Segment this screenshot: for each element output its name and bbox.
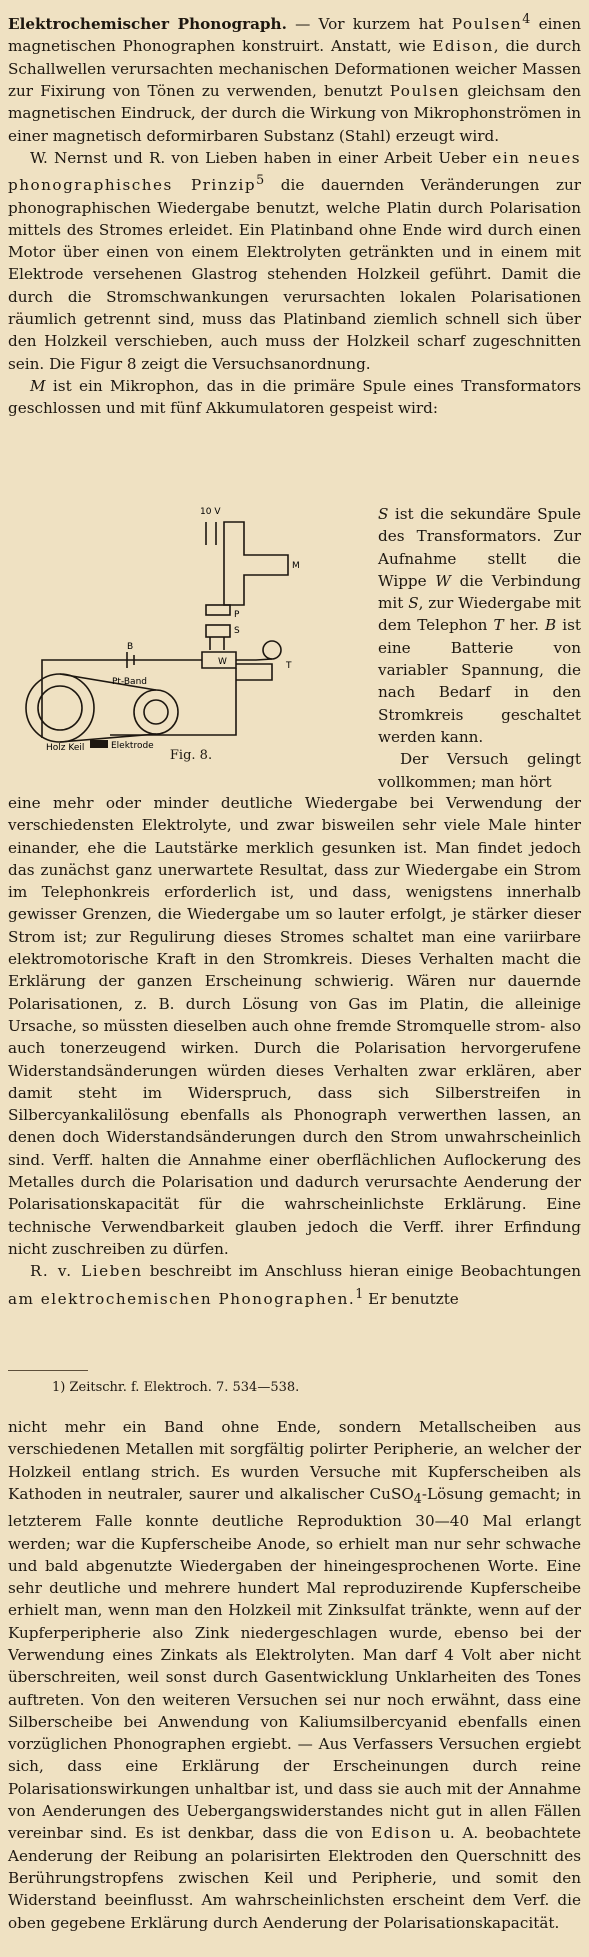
continuation-paragraph: nicht mehr ein Band ohne Ende, sondern Metallscheiben aus verschiedenen Metallen mit sorgfältig polirter Peripherie, an welcher der Holzkeil entlang strich. Es wurden Versuche mit Kupferscheiben als Kathoden in neutraler, saurer und alkalischer CuSO$_4$-Lösung gemacht; in letzterem Falle konnte deutliche Reproduktion 30—40 Mal erlangt werden; war die Kupferscheibe Anode, so erhielt man nur sehr schwache und bald abgenutzte Wiedergaben der hineingesprochenen Worte. Eine sehr deutliche und mehrere hundert Mal reproduzirende Kupferscheibe erhielt man, wenn man den Holzkeil mit Zinksulfat tränkte, wenn auf der Kupferperipherie also Zink niedergeschlagen wurde, ebenso bei der Verwendung eines Zinkats als Elektrolyten. Man darf 4 Volt aber nicht überschreiten, weil sonst durch Gasentwicklung Unklarheiten des Tones auftreten. Von den weiteren Versuchen sei nur noch erwähnt, dass eine Silberscheibe bei Anwendung von Kaliumsilbercyanid ebenfalls einen vorzüglichen Phonographen ergiebt. — Aus Verfassers Versuchen ergiebt sich, dass eine Erklärung der Erscheinungen durch reine Polarisationswirkungen unhaltbar ist, und dass sie auch mit der Annahme von Aenderungen des Uebergangswiderstandes nicht gut in allen Fällen vereinbar sind. Es ist denkbar, dass die von Edison u. A. beobachtete Aenderung der Reibung an polarisirten Elektroden den Querschnitt des Berührungstropfens zwischen Keil und Peripherie, und somit den Widerstand beeinflusst. Am wahrscheinlichsten erscheint dem Verf. die oben gegebene Erklärung durch Aenderung der Polarisationskapacität. <box>8 1418 581 1932</box>
post-figure-block <box>8 792 581 1310</box>
label-voltage: 10 V <box>200 507 221 517</box>
footnote: 1) Zeitschr. f. Elektroch. 7. 534—538. <box>52 1380 300 1395</box>
label-t: T <box>286 661 292 671</box>
top-text-block <box>8 8 581 419</box>
label-holzkeil: Holz Keil <box>46 743 85 750</box>
label-band: Pt-Band <box>112 677 147 687</box>
label-m: M <box>292 561 300 571</box>
label-s: S <box>234 626 240 636</box>
figure-caption: Fig. 8. <box>169 748 213 763</box>
label-p: P <box>234 610 240 620</box>
label-w: W <box>218 657 227 667</box>
figure-8 <box>10 500 372 770</box>
continuation-block <box>8 1416 581 1934</box>
lieben-paragraph: R. v. Lieben beschreibt im Anschluss hieran einige Beobachtungen am elektrochemischen Phonographen.$^1$ Er benutzte <box>8 1262 582 1308</box>
label-b: B <box>127 642 134 652</box>
section-title: Elektrochemischer Phonograph. <box>8 15 287 34</box>
nernst-paragraph: W. Nernst und R. von Lieben haben in einer Arbeit Ueber ein neues phonographisches Prinzip$^5$ die dauernden Veränderungen zur phonographischen Wiedergabe benutzt, welche Platin durch Polarisation mittels des Stromes erleidet. Ein Platinband ohne Ende wird durch einen Motor über einen von einem Elektrolyten getränkten und in einem mit Elektrode versehenen Glastrog stehenden Holzkeil geführt. Damit die durch die Stromschwankungen verursachten lokalen Polarisationen räumlich getrennt sind, muss das Platinband ziemlich schnell sich über den Holzkeil verschieben, auch muss der Holzkeil scharf zugeschnitten sein. Die Figur 8 zeigt die Versuchsanordnung. <box>8 148 581 373</box>
label-elektrode: Elektrode <box>111 741 154 750</box>
footnote-rule <box>8 1370 88 1371</box>
results-paragraph: eine mehr oder minder deutliche Wiedergabe bei Verwendung der verschiedensten Elektrolyte, und zwar bisweilen sehr viele Male hinter einander, ehe die Lautstärke merklich gesunken ist. Man findet jedoch das zunächst ganz unerwartete Resultat, dass zur Wiedergabe ein Strom im Telephonkreis erforderlich ist, und dass, wenigstens innerhalb gewisser Grenzen, die Wiedergabe um so lauter erfolgt, je stärker dieser Strom ist; zur Regulirung dieses Stromes schaltet man eine variirbare elektromotorische Kraft in den Stromkreis. Dieses Verhalten macht die Erklärung der ganzen Erscheinung schwierig. Wären nur dauernde Polarisationen, z. B. durch Lösung von Gas im Platin, die alleinige Ursache, so müssten dieselben auch ohne fremde Stromquelle strom- also auch tonerzeugend wirken. Durch die Polarisation hervorgerufene Widerstandsänderungen würden dieses Verhalten zwar erklären, aber damit steht im Widerspruch, dass sich Silberstreifen in Silbercyankalilösung ebenfalls als Phonograph verwerthen lassen, an denen doch Widerstandsänderungen durch den Strom unwahrscheinlich sind. Verff. halten die Annahme einer oberflächlichen Auflockerung des Metalles durch die Polarisation und dadurch verursachte Aenderung der Polarisationskapacität für die wahrscheinlichste Erklärung. Eine technische Verwendbarkeit glauben jedoch die Verff. ihrer Erfindung nicht zuschreiben zu dürfen. <box>8 794 581 1258</box>
intro-paragraph: Elektrochemischer Phonograph. — Vor kurzem hat Poulsen$^4$ einen magnetischen Phonographen konstruirt. Anstatt, wie Edison, die durch Schallwellen verursachten mechanischen Deformationen weicher Massen zur Fixirung von Tönen zu verwenden, benutzt Poulsen gleichsam den magnetischen Eindruck, der durch die Wirkung von Mikrophonströmen in einer magnetisch deformirbaren Substanz (Stahl) erzeugt wird. <box>8 11 582 145</box>
circuit-diagram <box>10 500 372 750</box>
figure-side-text: S ist die sekundäre Spule des Transformators. Zur Aufnahme stellt die Wippe W die Verbindung mit S, zur Wiedergabe mit dem Telephon T her. B ist eine Batterie von variabler Spannung, die nach Bedarf in den Stromkreis geschaltet werden kann. Der Versuch gelingt vollkommen; man hört <box>378 505 582 791</box>
microphone-paragraph: M ist ein Mikrophon, das in die primäre Spule eines Transformators geschlossen und mit fünf Akkumulatoren gespeist wird: <box>8 376 581 418</box>
holzkeil-block <box>90 740 108 748</box>
